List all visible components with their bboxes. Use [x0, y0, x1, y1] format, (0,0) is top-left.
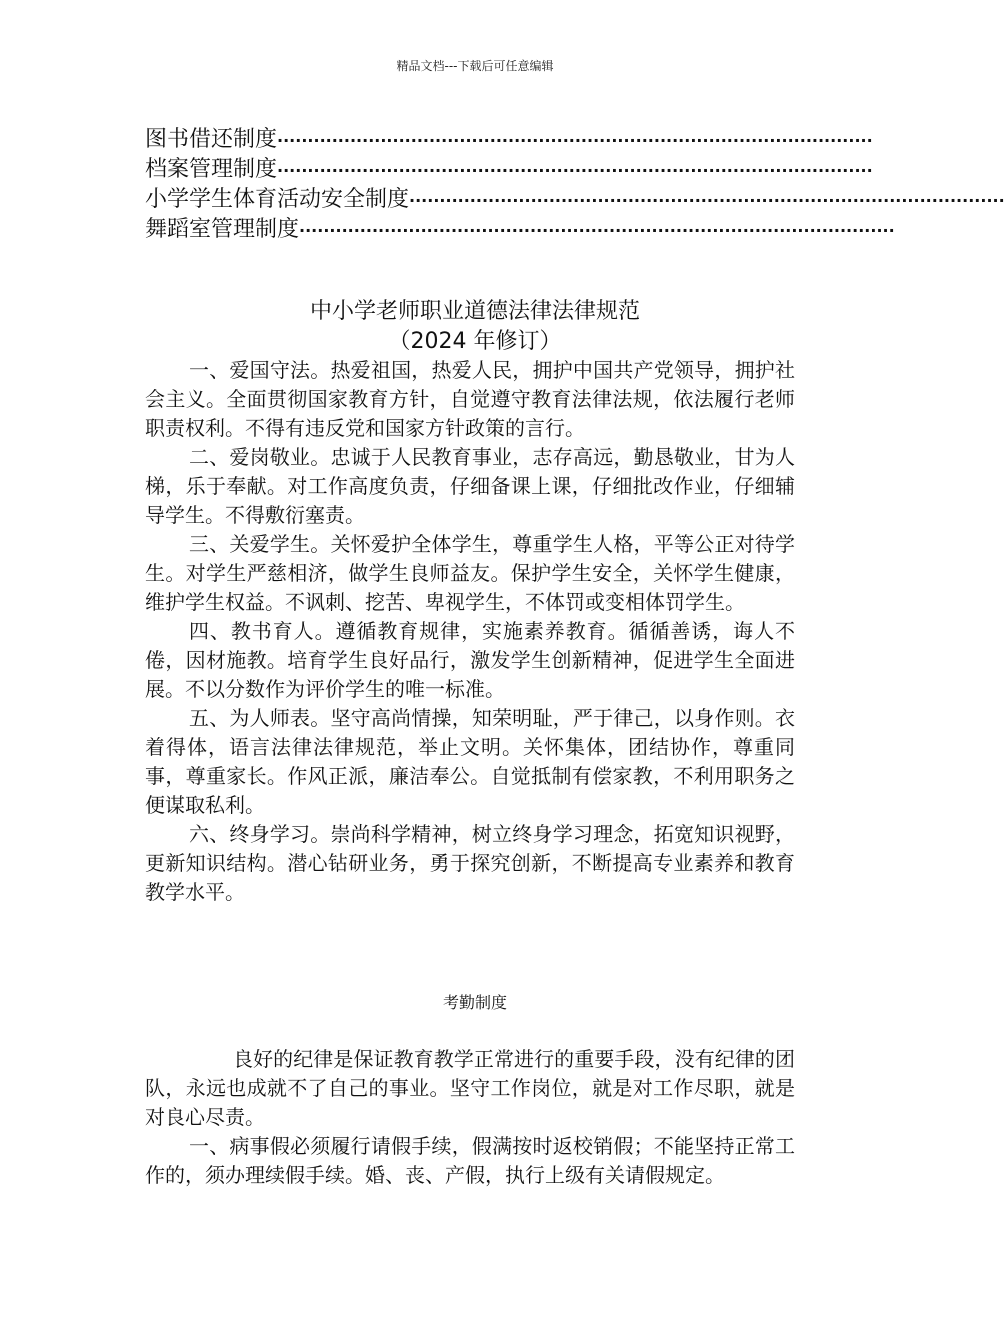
toc-item-label: 小学学生体育活动安全制度 [145, 187, 410, 212]
toc-item [145, 125, 873, 155]
toc-item [145, 215, 895, 245]
ethics-paragraph: 五、为人师表。坚守高尚情操，知荣明耻，严于律己，以身作则。衣着得体，语言法律法律规范，举止文明。关怀集体，团结协作，尊重同事，尊重家长。作风正派，廉洁奉公。自觉抵制有偿家教，不利用职务之便谋取私利。 [145, 706, 795, 817]
toc-leader-dots: ·································································································· [299, 221, 895, 240]
ethics-body [145, 356, 795, 907]
toc-item [145, 185, 1005, 215]
table-of-contents [145, 125, 1005, 245]
ethics-paragraph: 二、爱岗敬业。忠诚于人民教育事业，志存高远，勤恳敬业，甘为人梯，乐于奉献。对工作高度负责，仔细备课上课，仔细批改作业，仔细辅导学生。不得敷衍塞责。 [145, 445, 795, 527]
toc-item-label: 图书借还制度 [145, 127, 278, 152]
ethics-paragraph: 三、关爱学生。关怀爱护全体学生，尊重学生人格，平等公正对待学生。对学生严慈相济，做学生良师益友。保护学生安全，关怀学生健康，维护学生权益。不讽刺、挖苦、卑视学生，不体罚或变相体罚学生。 [145, 532, 795, 614]
attendance-paragraph: 一、病事假必须履行请假手续，假满按时返校销假；不能坚持正常工作的，须办理续假手续。婚、丧、产假，执行上级有关请假规定。 [145, 1134, 795, 1187]
document-subtitle: （2024 年修订） [388, 329, 562, 354]
toc-item [145, 155, 873, 185]
toc-item-label: 档案管理制度 [145, 157, 278, 182]
toc-leader-dots: ·································································································· [277, 161, 873, 180]
attendance-body [145, 1045, 795, 1190]
document-title: 中小学老师职业道德法律法律规范 [309, 299, 640, 324]
header-note: 精品文档---下载后可任意编辑 [396, 59, 554, 73]
toc-leader-dots: ·································································································· [277, 131, 873, 150]
toc-item-label: 舞蹈室管理制度 [145, 217, 300, 242]
attendance-intro: 良好的纪律是保证教育教学正常进行的重要手段，没有纪律的团队，永远也成就不了自己的事业。坚守工作岗位，就是对工作尽职，就是对良心尽责。 [145, 1047, 795, 1129]
ethics-paragraph: 六、终身学习。崇尚科学精神，树立终身学习理念，拓宽知识视野，更新知识结构。潜心钻研业务，勇于探究创新，不断提高专业素养和教育教学水平。 [145, 822, 795, 904]
toc-leader-dots: ·································································································· [409, 191, 1005, 210]
ethics-paragraph: 一、爱国守法。热爱祖国，热爱人民，拥护中国共产党领导，拥护社会主义。全面贯彻国家教育方针，自觉遵守教育法律法规，依法履行老师职责权利。不得有违反党和国家方针政策的言行。 [145, 358, 795, 440]
section-heading: 考勤制度 [442, 993, 507, 1012]
ethics-paragraph: 四、教书育人。遵循教育规律，实施素养教育。循循善诱，诲人不倦，因材施教。培育学生良好品行，激发学生创新精神，促进学生全面进展。不以分数作为评价学生的唯一标准。 [145, 619, 795, 701]
